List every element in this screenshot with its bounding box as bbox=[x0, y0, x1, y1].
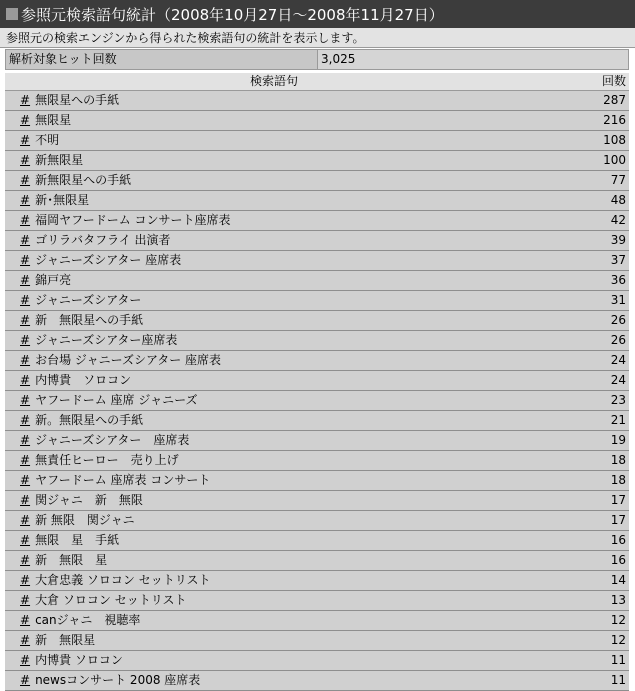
keyword-link[interactable]: # bbox=[20, 573, 31, 587]
keyword-link[interactable]: # bbox=[20, 113, 31, 127]
table-row bbox=[5, 251, 629, 271]
keyword-cell bbox=[5, 131, 543, 151]
table-row bbox=[5, 291, 629, 311]
keyword-link[interactable]: # bbox=[20, 373, 31, 387]
keyword-text: 無限星への手紙 bbox=[35, 93, 120, 107]
keyword-text: 福岡ヤフードーム コンサート座席表 bbox=[35, 213, 231, 227]
table-row bbox=[5, 411, 629, 431]
summary-label: 解析対象ヒット回数 bbox=[6, 50, 318, 69]
keyword-cell bbox=[5, 651, 543, 671]
count-cell: 39 bbox=[543, 231, 629, 251]
count-cell: 26 bbox=[543, 311, 629, 331]
keyword-cell bbox=[5, 191, 543, 211]
count-cell: 108 bbox=[543, 131, 629, 151]
count-cell: 287 bbox=[543, 91, 629, 111]
table-row bbox=[5, 571, 629, 591]
keyword-cell bbox=[5, 551, 543, 571]
keyword-text: ジャニーズシアター 座席表 bbox=[35, 433, 190, 447]
count-cell: 18 bbox=[543, 451, 629, 471]
table-row bbox=[5, 611, 629, 631]
keyword-link[interactable]: # bbox=[20, 553, 31, 567]
keyword-link[interactable]: # bbox=[20, 293, 31, 307]
keyword-cell bbox=[5, 91, 543, 111]
table-row bbox=[5, 511, 629, 531]
table-row bbox=[5, 91, 629, 111]
table-row bbox=[5, 131, 629, 151]
keyword-cell bbox=[5, 571, 543, 591]
keyword-text: 不明 bbox=[35, 133, 60, 147]
keyword-text: 新 無限星への手紙 bbox=[35, 313, 144, 327]
keyword-cell bbox=[5, 591, 543, 611]
count-cell: 16 bbox=[543, 551, 629, 571]
keyword-link[interactable]: # bbox=[20, 353, 31, 367]
keyword-link[interactable]: # bbox=[20, 253, 31, 267]
keyword-cell bbox=[5, 271, 543, 291]
count-cell: 21 bbox=[543, 411, 629, 431]
table-row bbox=[5, 231, 629, 251]
count-cell: 100 bbox=[543, 151, 629, 171]
summary-row bbox=[5, 49, 629, 70]
keyword-link[interactable]: # bbox=[20, 213, 31, 227]
keyword-link[interactable]: # bbox=[20, 93, 31, 107]
keyword-link[interactable]: # bbox=[20, 653, 31, 667]
table-row bbox=[5, 171, 629, 191]
table-row bbox=[5, 491, 629, 511]
keyword-text: 内博貴 ソロコン bbox=[35, 373, 132, 387]
keyword-text: 大倉忠義 ソロコン セットリスト bbox=[35, 573, 211, 587]
keyword-link[interactable]: # bbox=[20, 333, 31, 347]
page-description: 参照元の検索エンジンから得られた検索語句の統計を表示します。 bbox=[0, 28, 635, 48]
keyword-text: お台場 ジャニーズシアター 座席表 bbox=[35, 353, 222, 367]
keyword-text: 新 無限星 bbox=[35, 633, 96, 647]
keyword-table-body bbox=[5, 91, 629, 691]
count-cell: 16 bbox=[543, 531, 629, 551]
keyword-text: 無限 星 手紙 bbox=[35, 533, 120, 547]
keyword-link[interactable]: # bbox=[20, 673, 31, 687]
table-row bbox=[5, 531, 629, 551]
count-cell: 37 bbox=[543, 251, 629, 271]
table-row bbox=[5, 671, 629, 691]
table-row bbox=[5, 451, 629, 471]
table-row bbox=[5, 551, 629, 571]
page-title: 参照元検索語句統計（2008年10月27日～2008年11月27日） bbox=[21, 5, 444, 24]
keyword-cell bbox=[5, 411, 543, 431]
count-cell: 17 bbox=[543, 511, 629, 531]
keyword-cell bbox=[5, 171, 543, 191]
keyword-text: ジャニーズシアター 座席表 bbox=[35, 253, 182, 267]
keyword-cell bbox=[5, 451, 543, 471]
count-cell: 19 bbox=[543, 431, 629, 451]
keyword-link[interactable]: # bbox=[20, 393, 31, 407]
count-cell: 12 bbox=[543, 611, 629, 631]
count-cell: 12 bbox=[543, 631, 629, 651]
table-row bbox=[5, 311, 629, 331]
table-row bbox=[5, 371, 629, 391]
keyword-table bbox=[5, 73, 629, 691]
keyword-link[interactable]: # bbox=[20, 133, 31, 147]
keyword-cell bbox=[5, 511, 543, 531]
keyword-text: ゴリラバタフライ 出演者 bbox=[35, 233, 171, 247]
keyword-cell bbox=[5, 391, 543, 411]
keyword-link[interactable]: # bbox=[20, 193, 31, 207]
keyword-cell bbox=[5, 371, 543, 391]
table-row bbox=[5, 191, 629, 211]
keyword-cell bbox=[5, 671, 543, 691]
keyword-text: 大倉 ソロコン セットリスト bbox=[35, 593, 187, 607]
keyword-cell bbox=[5, 471, 543, 491]
table-row bbox=[5, 591, 629, 611]
keyword-text: 無限星 bbox=[35, 113, 72, 127]
keyword-link[interactable]: # bbox=[20, 493, 31, 507]
table-row bbox=[5, 271, 629, 291]
keyword-cell bbox=[5, 351, 543, 371]
count-cell: 42 bbox=[543, 211, 629, 231]
keyword-cell bbox=[5, 311, 543, 331]
keyword-cell bbox=[5, 631, 543, 651]
keyword-link[interactable]: # bbox=[20, 453, 31, 467]
table-row bbox=[5, 331, 629, 351]
count-cell: 18 bbox=[543, 471, 629, 491]
summary-value: 3,025 bbox=[318, 50, 628, 69]
table-row bbox=[5, 211, 629, 231]
keyword-cell bbox=[5, 151, 543, 171]
keyword-text: newsコンサート 2008 座席表 bbox=[35, 673, 201, 687]
keyword-column-header: 検索語句 bbox=[5, 73, 543, 91]
count-cell: 13 bbox=[543, 591, 629, 611]
count-cell: 17 bbox=[543, 491, 629, 511]
keyword-cell bbox=[5, 531, 543, 551]
keyword-link[interactable]: # bbox=[20, 613, 31, 627]
keyword-link[interactable]: # bbox=[20, 593, 31, 607]
keyword-cell bbox=[5, 431, 543, 451]
keyword-text: ヤフードーム 座席表 コンサート bbox=[35, 473, 211, 487]
table-row bbox=[5, 391, 629, 411]
count-cell: 24 bbox=[543, 371, 629, 391]
keyword-link[interactable]: # bbox=[20, 173, 31, 187]
keyword-link[interactable]: # bbox=[20, 473, 31, 487]
table-row bbox=[5, 631, 629, 651]
keyword-cell bbox=[5, 111, 543, 131]
count-cell: 14 bbox=[543, 571, 629, 591]
keyword-text: ヤフードーム 座席 ジャニーズ bbox=[35, 393, 198, 407]
table-header-row bbox=[5, 73, 629, 91]
square-icon bbox=[6, 8, 18, 20]
keyword-cell bbox=[5, 251, 543, 271]
keyword-link[interactable]: # bbox=[20, 533, 31, 547]
keyword-text: ジャニーズシアター bbox=[35, 293, 142, 307]
keyword-text: 新無限星 bbox=[35, 153, 84, 167]
keyword-cell bbox=[5, 331, 543, 351]
keyword-text: 錦戸亮 bbox=[35, 273, 72, 287]
keyword-cell bbox=[5, 611, 543, 631]
count-cell: 26 bbox=[543, 331, 629, 351]
table-row bbox=[5, 431, 629, 451]
keyword-link[interactable]: # bbox=[20, 633, 31, 647]
keyword-text: 内博貴 ソロコン bbox=[35, 653, 123, 667]
keyword-text: 新。無限星への手紙 bbox=[35, 413, 144, 427]
count-cell: 216 bbox=[543, 111, 629, 131]
keyword-text: canジャニ 視聴率 bbox=[35, 613, 141, 627]
keyword-link[interactable]: # bbox=[20, 513, 31, 527]
keyword-text: ジャニーズシアター座席表 bbox=[35, 333, 178, 347]
keyword-link[interactable]: # bbox=[20, 413, 31, 427]
keyword-link[interactable]: # bbox=[20, 233, 31, 247]
count-cell: 31 bbox=[543, 291, 629, 311]
keyword-cell bbox=[5, 211, 543, 231]
count-cell: 11 bbox=[543, 671, 629, 691]
count-column-header: 回数 bbox=[543, 73, 629, 91]
keyword-text: 新 無限 星 bbox=[35, 553, 108, 567]
keyword-text: 新 無限 関ジャニ bbox=[35, 513, 135, 527]
keyword-cell bbox=[5, 231, 543, 251]
table-row bbox=[5, 651, 629, 671]
page-title-bar bbox=[0, 0, 635, 28]
table-row bbox=[5, 471, 629, 491]
keyword-link[interactable]: # bbox=[20, 433, 31, 447]
count-cell: 36 bbox=[543, 271, 629, 291]
keyword-link[interactable]: # bbox=[20, 153, 31, 167]
keyword-link[interactable]: # bbox=[20, 313, 31, 327]
count-cell: 77 bbox=[543, 171, 629, 191]
table-row bbox=[5, 151, 629, 171]
keyword-cell bbox=[5, 291, 543, 311]
count-cell: 48 bbox=[543, 191, 629, 211]
keyword-text: 新･無限星 bbox=[35, 193, 90, 207]
keyword-text: 関ジャニ 新 無限 bbox=[35, 493, 143, 507]
keyword-text: 新無限星への手紙 bbox=[35, 173, 132, 187]
table-row bbox=[5, 111, 629, 131]
keyword-cell bbox=[5, 491, 543, 511]
table-row bbox=[5, 351, 629, 371]
count-cell: 23 bbox=[543, 391, 629, 411]
keyword-text: 無責任ヒーロー 売り上げ bbox=[35, 453, 179, 467]
count-cell: 11 bbox=[543, 651, 629, 671]
count-cell: 24 bbox=[543, 351, 629, 371]
keyword-link[interactable]: # bbox=[20, 273, 31, 287]
